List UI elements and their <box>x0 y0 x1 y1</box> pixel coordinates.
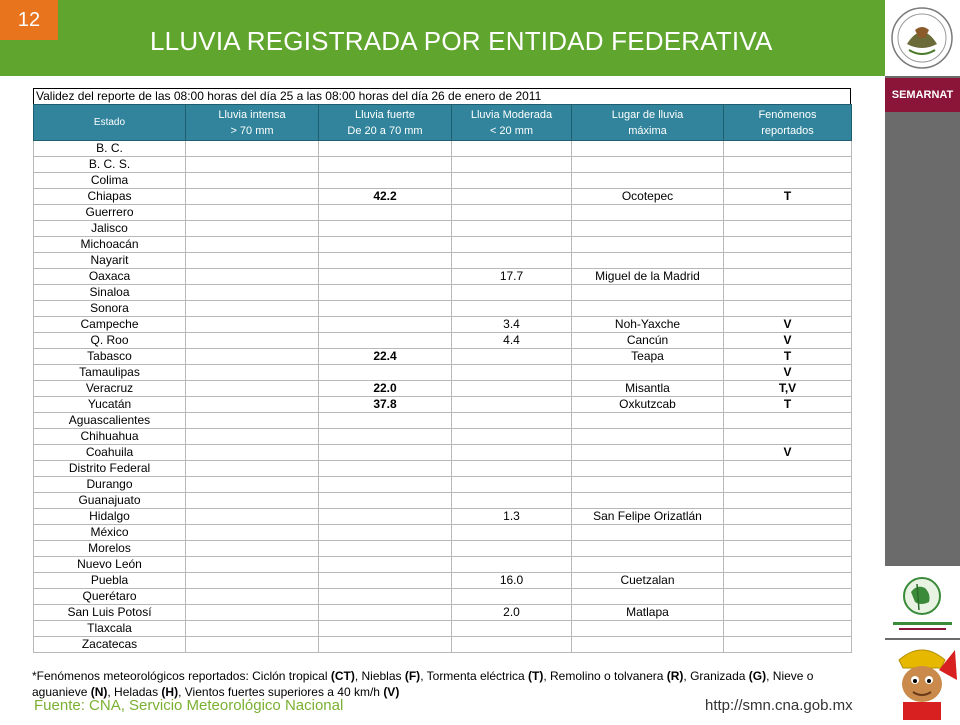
cell-lluvia-intensa <box>186 189 319 205</box>
table-row <box>34 541 852 557</box>
cell-lluvia-fuerte <box>319 557 452 573</box>
cell-lugar-maxima <box>572 477 724 493</box>
table-row <box>34 509 852 525</box>
cell-lluvia-fuerte <box>319 173 452 189</box>
cell-estado: B. C. <box>34 141 186 157</box>
cell-fenomenos <box>724 269 852 285</box>
cell-lluvia-fuerte <box>319 509 452 525</box>
cell-fenomenos: T <box>724 397 852 413</box>
cell-estado: Chiapas <box>34 189 186 205</box>
cell-lluvia-moderada <box>452 397 572 413</box>
cell-lugar-maxima <box>572 621 724 637</box>
cell-fenomenos <box>724 605 852 621</box>
cell-lluvia-fuerte <box>319 221 452 237</box>
cell-lugar-maxima <box>572 429 724 445</box>
cell-estado: Sonora <box>34 301 186 317</box>
cell-fenomenos: T <box>724 349 852 365</box>
cell-lluvia-intensa <box>186 221 319 237</box>
cell-lluvia-fuerte: 37.8 <box>319 397 452 413</box>
cell-estado: Durango <box>34 477 186 493</box>
validity-note: Validez del reporte de las 08:00 horas del día 25 a las 08:00 horas del día 26 de enero de 2011 <box>33 88 851 104</box>
table-row <box>34 493 852 509</box>
cell-estado: Tabasco <box>34 349 186 365</box>
cell-lluvia-moderada <box>452 637 572 653</box>
cell-lluvia-intensa <box>186 253 319 269</box>
cell-estado: Q. Roo <box>34 333 186 349</box>
cell-estado: Nayarit <box>34 253 186 269</box>
cell-lluvia-fuerte <box>319 605 452 621</box>
cell-lluvia-moderada <box>452 253 572 269</box>
cell-fenomenos <box>724 237 852 253</box>
cell-estado: Michoacán <box>34 237 186 253</box>
header-estado: Estado <box>34 105 186 141</box>
conafor-logo <box>885 566 960 638</box>
cell-estado: Distrito Federal <box>34 461 186 477</box>
semarnat-label: SEMARNAT <box>885 78 960 112</box>
table-row <box>34 637 852 653</box>
cell-lluvia-fuerte <box>319 333 452 349</box>
cell-lluvia-fuerte <box>319 589 452 605</box>
cell-lluvia-intensa <box>186 397 319 413</box>
cell-lluvia-intensa <box>186 621 319 637</box>
cell-fenomenos <box>724 621 852 637</box>
table-row <box>34 157 852 173</box>
escudo-nacional-icon <box>885 0 960 76</box>
cell-lluvia-fuerte <box>319 573 452 589</box>
cell-lugar-maxima: Oxkutzcab <box>572 397 724 413</box>
cell-lluvia-intensa <box>186 333 319 349</box>
cell-lluvia-intensa <box>186 445 319 461</box>
cell-lluvia-fuerte <box>319 461 452 477</box>
table-row <box>34 381 852 397</box>
cell-lluvia-fuerte <box>319 141 452 157</box>
cell-lugar-maxima <box>572 141 724 157</box>
table-row <box>34 445 852 461</box>
cell-lluvia-intensa <box>186 349 319 365</box>
cell-lluvia-intensa <box>186 525 319 541</box>
cell-lluvia-moderada <box>452 541 572 557</box>
table-row <box>34 525 852 541</box>
cell-estado: San Luis Potosí <box>34 605 186 621</box>
cell-lluvia-moderada <box>452 349 572 365</box>
cell-lluvia-fuerte: 22.0 <box>319 381 452 397</box>
cell-lugar-maxima <box>572 637 724 653</box>
cell-lluvia-intensa <box>186 285 319 301</box>
table-row <box>34 397 852 413</box>
cell-estado: Yucatán <box>34 397 186 413</box>
cell-lluvia-moderada <box>452 205 572 221</box>
cell-estado: Jalisco <box>34 221 186 237</box>
cell-fenomenos <box>724 573 852 589</box>
cell-lluvia-intensa <box>186 573 319 589</box>
cell-lluvia-moderada <box>452 365 572 381</box>
title-bar <box>0 0 885 76</box>
cell-fenomenos <box>724 157 852 173</box>
cell-fenomenos <box>724 541 852 557</box>
cell-lugar-maxima <box>572 493 724 509</box>
cell-estado: Morelos <box>34 541 186 557</box>
cell-lluvia-intensa <box>186 429 319 445</box>
mascot-icon <box>885 640 960 720</box>
cell-estado: Colima <box>34 173 186 189</box>
cell-lluvia-moderada <box>452 477 572 493</box>
cell-lluvia-fuerte <box>319 525 452 541</box>
cell-fenomenos <box>724 285 852 301</box>
cell-lluvia-moderada: 3.4 <box>452 317 572 333</box>
cell-lluvia-moderada <box>452 189 572 205</box>
rain-report <box>33 88 851 653</box>
cell-estado: Nuevo León <box>34 557 186 573</box>
slide-number-badge: 12 <box>0 0 58 40</box>
source-credit: Fuente: CNA, Servicio Meteorológico Nacional <box>34 697 344 714</box>
cell-lluvia-intensa <box>186 141 319 157</box>
cell-lugar-maxima: Cancún <box>572 333 724 349</box>
cell-lluvia-intensa <box>186 461 319 477</box>
cell-lluvia-moderada <box>452 237 572 253</box>
sidebar <box>885 0 960 720</box>
cell-fenomenos: V <box>724 445 852 461</box>
table-row <box>34 621 852 637</box>
table-row <box>34 413 852 429</box>
cell-lugar-maxima: Teapa <box>572 349 724 365</box>
cell-lluvia-intensa <box>186 637 319 653</box>
cell-lluvia-fuerte <box>319 445 452 461</box>
cell-fenomenos <box>724 301 852 317</box>
cell-fenomenos <box>724 493 852 509</box>
cell-lluvia-intensa <box>186 173 319 189</box>
cell-lugar-maxima <box>572 445 724 461</box>
cell-lluvia-moderada <box>452 173 572 189</box>
table-row <box>34 221 852 237</box>
cell-estado: México <box>34 525 186 541</box>
escudo-logo <box>885 0 960 76</box>
cell-lluvia-fuerte <box>319 157 452 173</box>
cell-lluvia-moderada: 1.3 <box>452 509 572 525</box>
cell-lugar-maxima <box>572 285 724 301</box>
header-lugar-lluvia-maxima: Lugar de lluvia máxima <box>572 105 724 141</box>
cell-lugar-maxima <box>572 413 724 429</box>
cell-lugar-maxima <box>572 541 724 557</box>
cell-lugar-maxima: Cuetzalan <box>572 573 724 589</box>
cell-lluvia-moderada: 4.4 <box>452 333 572 349</box>
cell-lugar-maxima <box>572 205 724 221</box>
table-row <box>34 141 852 157</box>
cell-lluvia-intensa <box>186 317 319 333</box>
table-row <box>34 173 852 189</box>
cell-fenomenos <box>724 205 852 221</box>
cell-lluvia-moderada <box>452 445 572 461</box>
cell-estado: Hidalgo <box>34 509 186 525</box>
table-row <box>34 557 852 573</box>
cell-lluvia-fuerte <box>319 285 452 301</box>
cell-lluvia-fuerte <box>319 477 452 493</box>
cell-lluvia-moderada: 17.7 <box>452 269 572 285</box>
cell-estado: Tlaxcala <box>34 621 186 637</box>
table-row <box>34 429 852 445</box>
cell-lluvia-intensa <box>186 157 319 173</box>
cell-lugar-maxima <box>572 173 724 189</box>
header-lluvia-moderada: Lluvia Moderada < 20 mm <box>452 105 572 141</box>
cell-lluvia-intensa <box>186 301 319 317</box>
cell-fenomenos: V <box>724 317 852 333</box>
cell-lluvia-intensa <box>186 381 319 397</box>
table-header-row <box>34 105 852 141</box>
cell-lluvia-intensa <box>186 269 319 285</box>
header-lluvia-fuerte: Lluvia fuerte De 20 a 70 mm <box>319 105 452 141</box>
mascot-area <box>885 640 960 720</box>
cell-lluvia-fuerte <box>319 301 452 317</box>
cell-lluvia-moderada: 2.0 <box>452 605 572 621</box>
cell-lluvia-fuerte <box>319 237 452 253</box>
cell-lluvia-moderada <box>452 557 572 573</box>
cell-lugar-maxima <box>572 253 724 269</box>
cell-lugar-maxima <box>572 301 724 317</box>
cell-lluvia-moderada <box>452 157 572 173</box>
cell-fenomenos <box>724 221 852 237</box>
cell-lluvia-fuerte <box>319 253 452 269</box>
cell-lugar-maxima <box>572 461 724 477</box>
cell-lluvia-moderada <box>452 493 572 509</box>
cell-lluvia-fuerte: 22.4 <box>319 349 452 365</box>
cell-lluvia-fuerte <box>319 269 452 285</box>
table-row <box>34 605 852 621</box>
rain-table <box>33 104 852 653</box>
cell-fenomenos: V <box>724 365 852 381</box>
cell-lluvia-fuerte <box>319 413 452 429</box>
cell-lluvia-moderada: 16.0 <box>452 573 572 589</box>
cell-lluvia-fuerte: 42.2 <box>319 189 452 205</box>
cell-lluvia-intensa <box>186 205 319 221</box>
cell-fenomenos <box>724 477 852 493</box>
cell-fenomenos <box>724 429 852 445</box>
cell-lugar-maxima <box>572 365 724 381</box>
table-body <box>34 141 852 653</box>
cell-lugar-maxima <box>572 157 724 173</box>
cell-lluvia-moderada <box>452 221 572 237</box>
source-url-link[interactable]: http://smn.cna.gob.mx <box>705 697 853 714</box>
cell-lugar-maxima <box>572 525 724 541</box>
cell-lugar-maxima <box>572 589 724 605</box>
cell-fenomenos <box>724 589 852 605</box>
table-row <box>34 461 852 477</box>
cell-estado: Campeche <box>34 317 186 333</box>
cell-fenomenos <box>724 173 852 189</box>
table-row <box>34 349 852 365</box>
cell-estado: Tamaulipas <box>34 365 186 381</box>
cell-lluvia-fuerte <box>319 621 452 637</box>
cell-estado: Guerrero <box>34 205 186 221</box>
cell-lluvia-fuerte <box>319 205 452 221</box>
cell-lluvia-intensa <box>186 589 319 605</box>
header-fenomenos-reportados: Fenómenos reportados <box>724 105 852 141</box>
cell-estado: Oaxaca <box>34 269 186 285</box>
cell-lluvia-moderada <box>452 381 572 397</box>
cell-estado: Chihuahua <box>34 429 186 445</box>
cell-fenomenos <box>724 141 852 157</box>
cell-estado: Sinaloa <box>34 285 186 301</box>
table-row <box>34 269 852 285</box>
cell-fenomenos <box>724 253 852 269</box>
cell-lluvia-fuerte <box>319 429 452 445</box>
cell-lluvia-moderada <box>452 301 572 317</box>
table-row <box>34 365 852 381</box>
cell-estado: Veracruz <box>34 381 186 397</box>
cell-lugar-maxima: Noh-Yaxche <box>572 317 724 333</box>
cell-lluvia-fuerte <box>319 493 452 509</box>
cell-estado: Guanajuato <box>34 493 186 509</box>
table-row <box>34 285 852 301</box>
cell-estado: Puebla <box>34 573 186 589</box>
cell-fenomenos <box>724 461 852 477</box>
cell-estado: Querétaro <box>34 589 186 605</box>
cell-lugar-maxima: Ocotepec <box>572 189 724 205</box>
cell-lugar-maxima: Misantla <box>572 381 724 397</box>
table-row <box>34 253 852 269</box>
cell-lluvia-intensa <box>186 237 319 253</box>
cell-lluvia-moderada <box>452 461 572 477</box>
cell-lugar-maxima <box>572 557 724 573</box>
cell-fenomenos <box>724 509 852 525</box>
cell-estado: B. C. S. <box>34 157 186 173</box>
cell-lluvia-fuerte <box>319 317 452 333</box>
table-row <box>34 317 852 333</box>
cell-lluvia-intensa <box>186 557 319 573</box>
cell-lluvia-moderada <box>452 589 572 605</box>
table-row <box>34 301 852 317</box>
cell-lugar-maxima: Matlapa <box>572 605 724 621</box>
cell-lugar-maxima: Miguel de la Madrid <box>572 269 724 285</box>
table-row <box>34 237 852 253</box>
cell-fenomenos: V <box>724 333 852 349</box>
cell-lluvia-intensa <box>186 605 319 621</box>
cell-lugar-maxima <box>572 221 724 237</box>
cell-lluvia-fuerte <box>319 637 452 653</box>
cell-fenomenos <box>724 557 852 573</box>
cell-fenomenos <box>724 413 852 429</box>
cell-lluvia-moderada <box>452 525 572 541</box>
cell-lluvia-moderada <box>452 429 572 445</box>
table-row <box>34 573 852 589</box>
cell-estado: Zacatecas <box>34 637 186 653</box>
cell-lluvia-intensa <box>186 493 319 509</box>
cell-fenomenos: T,V <box>724 381 852 397</box>
cell-lluvia-moderada <box>452 285 572 301</box>
cell-lluvia-intensa <box>186 477 319 493</box>
cell-lluvia-intensa <box>186 413 319 429</box>
conafor-logo-icon <box>885 566 960 638</box>
cell-lluvia-fuerte <box>319 541 452 557</box>
header-lluvia-intensa: Lluvia intensa > 70 mm <box>186 105 319 141</box>
cell-lluvia-intensa <box>186 365 319 381</box>
cell-lluvia-moderada <box>452 141 572 157</box>
table-row <box>34 205 852 221</box>
page-title: LLUVIA REGISTRADA POR ENTIDAD FEDERATIVA <box>150 26 773 56</box>
cell-estado: Aguascalientes <box>34 413 186 429</box>
cell-estado: Coahuila <box>34 445 186 461</box>
cell-fenomenos <box>724 637 852 653</box>
table-row <box>34 589 852 605</box>
cell-lluvia-intensa <box>186 541 319 557</box>
table-row <box>34 189 852 205</box>
cell-fenomenos <box>724 525 852 541</box>
cell-lluvia-fuerte <box>319 365 452 381</box>
phenomena-legend: *Fenómenos meteorológicos reportados: Ciclón tropical (CT), Nieblas (F), Tormenta eléctrica (T), Remolino o tolvanera (R), Granizada (G), Nieve o aguanieve (N), Heladas (H), Vientos fuertes superiores a 40 km/h (V) <box>32 669 814 699</box>
cell-fenomenos: T <box>724 189 852 205</box>
cell-lluvia-moderada <box>452 621 572 637</box>
cell-lugar-maxima <box>572 237 724 253</box>
cell-lluvia-moderada <box>452 413 572 429</box>
table-row <box>34 477 852 493</box>
cell-lugar-maxima: San Felipe Orizatlán <box>572 509 724 525</box>
table-row <box>34 333 852 349</box>
cell-lluvia-intensa <box>186 509 319 525</box>
